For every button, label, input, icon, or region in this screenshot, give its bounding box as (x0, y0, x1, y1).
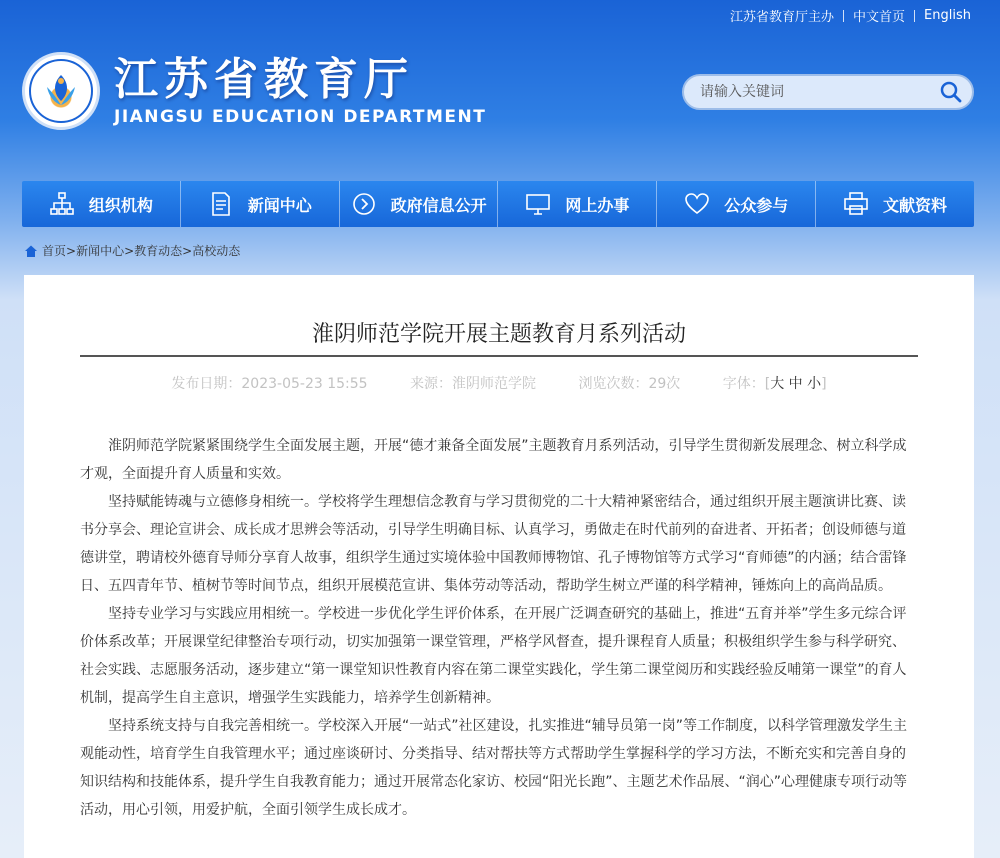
paragraph: 淮阴师范学院紧紧围绕学生全面发展主题，开展“德才兼备全面发展”主题教育月系列活动，引导学生贯彻新发展理念、树立科学成才观，全面提升育人质量和实效。 (80, 438, 907, 482)
main-nav (22, 181, 974, 227)
article-body (80, 432, 918, 824)
breadcrumb-university-news[interactable]: 高校动态 (192, 244, 241, 258)
breadcrumb-separator: > (124, 243, 135, 258)
printer-icon (843, 191, 869, 217)
article-meta (24, 373, 974, 393)
nav-label: 政府信息公开 (390, 195, 487, 215)
emblem-icon (22, 52, 100, 130)
search-box (682, 74, 974, 110)
font-large-button[interactable]: 大 (770, 376, 785, 392)
top-utility-bar (721, 6, 980, 25)
source-value: 淮阴师范学院 (452, 376, 537, 392)
font-small-button[interactable]: 小 (807, 376, 822, 392)
nav-label: 新闻中心 (247, 195, 312, 215)
nav-label: 公众参与 (724, 195, 789, 215)
nav-item-online-service[interactable] (498, 181, 657, 227)
breadcrumb-news[interactable]: 新闻中心 (76, 244, 125, 258)
info-disclosure-icon (351, 191, 377, 217)
english-link[interactable]: English (924, 8, 971, 23)
font-medium-button[interactable]: 中 (788, 376, 803, 392)
nav-item-org[interactable] (22, 181, 181, 227)
source-label: 来源： (410, 376, 453, 392)
home-cn-link[interactable]: 中文首页 (853, 10, 906, 25)
date-label: 发布日期： (171, 376, 242, 392)
font-size-label: 字体： (722, 376, 765, 392)
nav-item-news[interactable] (181, 181, 340, 227)
search-icon[interactable] (934, 75, 968, 109)
breadcrumb-home[interactable]: 首页 (42, 244, 67, 258)
breadcrumb-separator: > (66, 243, 77, 258)
breadcrumb-edu-news[interactable]: 教育动态 (134, 244, 183, 258)
nav-item-documents[interactable] (816, 181, 974, 227)
views-value: 29次 (648, 376, 681, 392)
breadcrumb (24, 242, 240, 259)
search-input[interactable] (700, 84, 934, 100)
nav-item-gov-info[interactable] (340, 181, 499, 227)
paragraph: 坚持专业学习与实践应用相统一。学校进一步优化学生评价体系，在开展广泛调查研究的基础上，推进“五育并举”学生多元综合评价体系改革；开展课堂纪律整治专项行动，切实加强第一课堂管理，严格学风督查，提升课程育人质量；积极组织学生参与科学研究、社会实践、志愿服务活动，逐步建立“第一课堂知识性教育内容在第二课堂实践化，学生第二课堂阅历和实践经验反哺第一课堂”的育人机制，提高学生自主意识，增强学生实践能力，培养学生创新精神。 (80, 606, 907, 706)
sponsor-text: 江苏省教育厅主办 (730, 10, 835, 25)
article-title: 淮阴师范学院开展主题教育月系列活动 (311, 322, 686, 347)
home-icon (24, 244, 38, 258)
paragraph: 坚持系统支持与自我完善相统一。学校深入开展“一站式”社区建设，扎实推进“辅导员第一岗”等工作制度，以科学管理激发学生主观能动性，培育学生自我管理水平；通过座谈研讨、分类指导、结对帮扶等方式帮助学生掌握科学的学习方法，不断充实和完善自身的知识结构和技能体系，提升学生自我教育能力；通过开展常态化家访、校园“阳光长跑”、主题艺术作品展、“润心”心理健康专项行动等活动，用心引领，用爱护航，全面引领学生成长成才。 (80, 718, 908, 818)
org-chart-icon (49, 191, 75, 217)
font-bracket: ] (821, 376, 827, 392)
title-divider (80, 355, 918, 357)
heart-icon (684, 191, 710, 217)
nav-label: 网上办事 (565, 195, 630, 215)
paragraph: 坚持赋能铸魂与立德修身相统一。学校将学生理想信念教育与学习贯彻党的二十大精神紧密结合，通过组织开展主题演讲比赛、读书分享会、理论宣讲会、成长成才思辨会等活动，引导学生明确目标、认真学习，勇做走在时代前列的奋进者、开拓者；创设师德与道德讲堂，聘请校外德育导师分享育人故事，组织学生通过实境体验中国教师博物馆、孔子博物馆等方式学习“育师德”的内涵；结合雷锋日、五四青年节、植树节等时间节点，组织开展模范宣讲、集体劳动等活动，帮助学生树立严谨的科学精神，锤炼向上的高尚品质。 (80, 494, 907, 594)
article-panel (24, 275, 974, 858)
logo-title-en: JIANGSU EDUCATION DEPARTMENT (114, 107, 487, 127)
nav-item-public-participation[interactable] (657, 181, 816, 227)
publish-date: 2023-05-23 15:55 (241, 376, 368, 392)
nav-label: 组织机构 (88, 195, 153, 215)
font-bracket: [ (764, 376, 771, 392)
logo-title-cn: 江苏省教育厅 (114, 54, 414, 105)
monitor-icon (525, 191, 551, 217)
nav-label: 文献资料 (883, 195, 948, 215)
site-logo[interactable] (22, 52, 486, 130)
breadcrumb-separator: > (182, 243, 193, 258)
views-label: 浏览次数： (578, 376, 649, 392)
document-icon (208, 191, 234, 217)
